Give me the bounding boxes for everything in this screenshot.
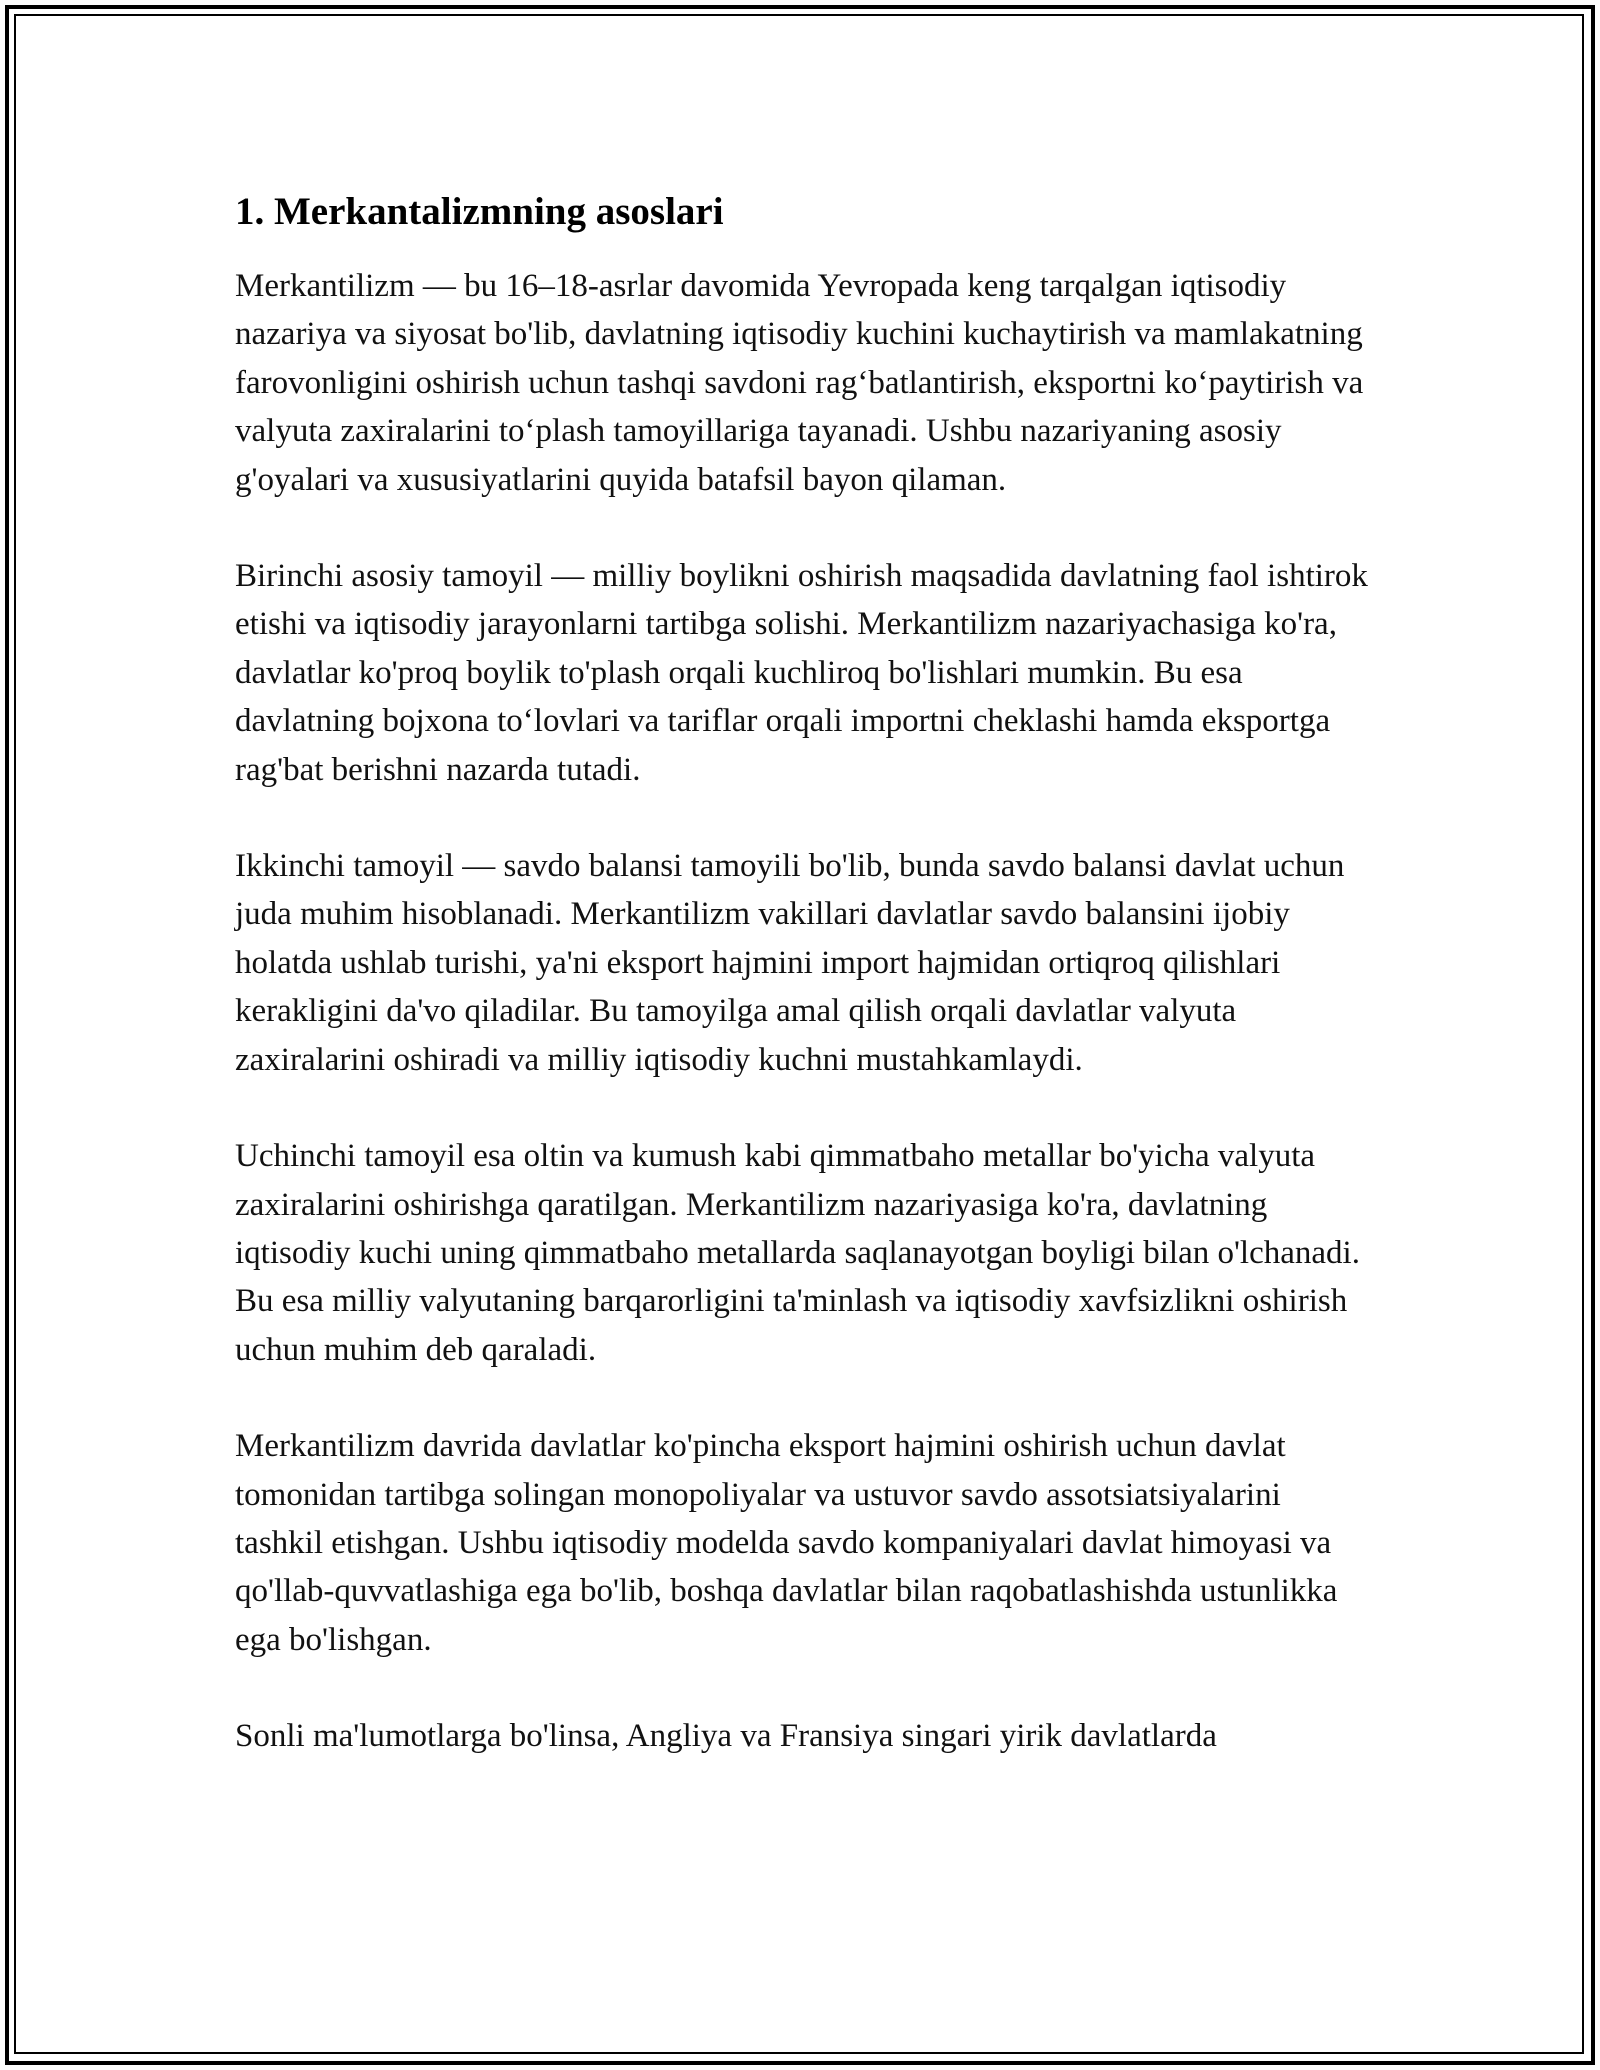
paragraph-third-principle: Uchinchi tamoyil esa oltin va kumush kabi qimmatbaho metallar bo'yicha valyuta zaxiralarini oshirishga qaratilgan. Merkantilizm nazariyasiga ko'ra, davlatning iqtisodiy kuchi uning qimmatbaho metallarda saqlanayotgan boyligi bilan o'lchanadi. Bu esa milliy valyutaning barqarorligini ta'minlash va iqtisodiy xavfsizlikni oshirish uchun muhim deb qaraladi. [235, 1138, 1360, 1368]
paragraph-first-principle: Birinchi asosiy tamoyil — milliy boylikni oshirish maqsadida davlatning faol ishtirok etishi va iqtisodiy jarayonlarni tartibga solishi. Merkantilizm nazariyachasiga ko'ra, davlatlar ko'proq boylik to'plash orqali kuchliroq bo'lishlari mumkin. Bu esa davlatning bojxona to‘lovlari va tariflar orqali importni cheklashi hamda eksportga rag'bat berishni nazarda tutadi. [235, 558, 1368, 788]
paragraph-monopolies: Merkantilizm davrida davlatlar ko'pincha eksport hajmini oshirish uchun davlat tomonidan tartibga solingan monopoliyalar va ustuvor savdo assotsiatsiyalarini tashkil etishgan. Ushbu iqtisodiy modelda savdo kompaniyalari davlat himoyasi va qo'llab-quvvatlashiga ega bo'lib, boshqa davlatlar bilan raqobatlashishda ustunlikka ega bo'lishgan. [235, 1428, 1338, 1658]
document-body [235, 186, 1375, 1809]
section-heading: 1. Merkantalizmning asoslari [235, 190, 724, 233]
paragraph-numeric-data: Sonli ma'lumotlarga bo'linsa, Angliya va Fransiya singari yirik davlatlarda [235, 1718, 1217, 1755]
paragraph-second-principle: Ikkinchi tamoyil — savdo balansi tamoyili bo'lib, bunda savdo balansi davlat uchun juda muhim hisoblanadi. Merkantilizm vakillari davlatlar savdo balansini ijobiy holatda ushlab turishi, ya'ni eksport hajmini import hajmidan ortiqroq qilishlari kerakligini da'vo qiladilar. Bu tamoyilga amal qilish orqali davlatlar valyuta zaxiralarini oshiradi va milliy iqtisodiy kuchni mustahkamlaydi. [235, 848, 1345, 1078]
paragraph-intro: Merkantilizm — bu 16–18-asrlar davomida Yevropada keng tarqalgan iqtisodiy nazariya va siyosat bo'lib, davlatning iqtisodiy kuchini kuchaytirish va mamlakatning farovonligini oshirish uchun tashqi savdoni rag‘batlantirish, eksportni ko‘paytirish va valyuta zaxiralarini to‘plash tamoyillariga tayanadi. Ushbu nazariyaning asosiy g'oyalari va xususiyatlarini quyida batafsil bayon qilaman. [235, 268, 1364, 498]
